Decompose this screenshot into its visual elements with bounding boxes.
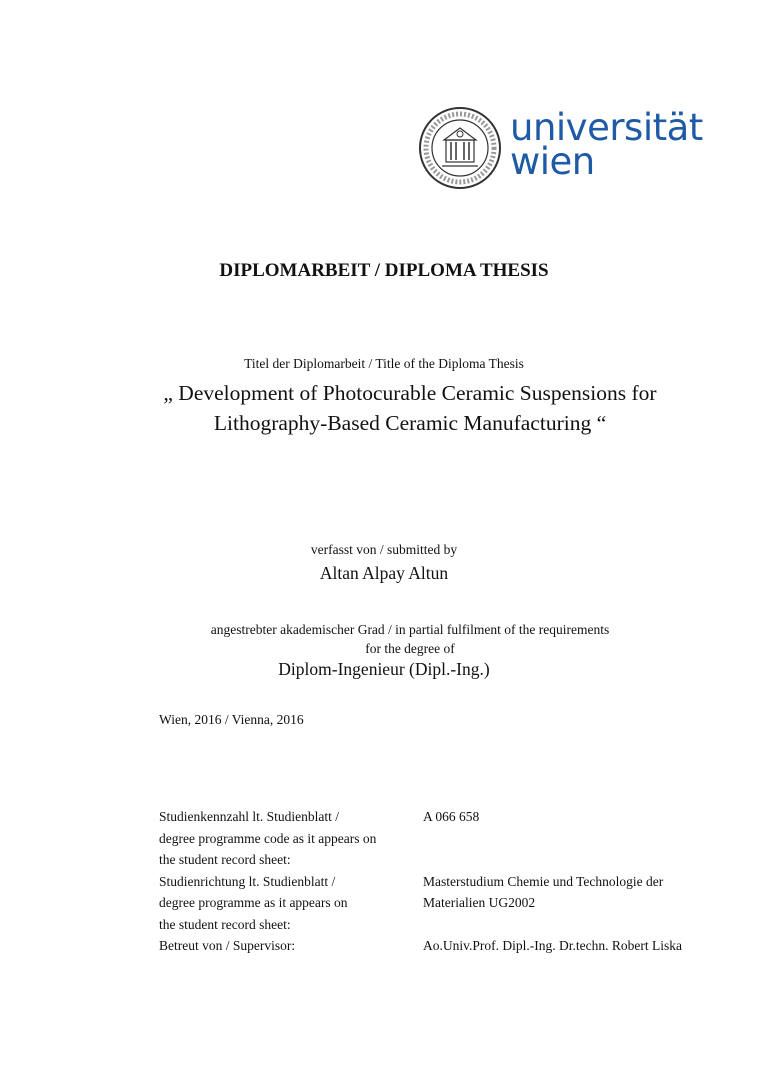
thesis-title-line-1: „ Development of Photocurable Ceramic Suspensions for	[163, 381, 657, 405]
thesis-title	[140, 378, 680, 438]
info-row-code	[159, 806, 733, 871]
degree-label-line-1: angestrebter akademischer Grad / in partial fulfilment of the requirements	[210, 622, 610, 637]
supervisor-label: Betreut von / Supervisor:	[159, 938, 296, 953]
programme-label-line-1: Studienrichtung lt. Studienblatt /	[159, 873, 336, 889]
code-label-line-2: degree programme code as it appears on	[159, 830, 377, 846]
info-row-programme	[159, 871, 733, 936]
code-value: A 066 658	[423, 809, 480, 824]
programme-info-table	[159, 806, 733, 957]
degree-name: Diplom-Ingenieur (Dipl.-Ing.)	[278, 659, 490, 679]
logo-word-wien: wien	[510, 140, 595, 183]
code-label-line-3: the student record sheet:	[159, 852, 291, 867]
document-type-heading: DIPLOMARBEIT / DIPLOMA THESIS	[219, 260, 549, 281]
logo-word-universitaet: universität	[510, 106, 703, 149]
programme-value-line-2: Materialien UG2002	[423, 895, 536, 910]
submitted-by-label: verfasst von / submitted by	[310, 542, 458, 557]
university-logo	[418, 106, 708, 190]
programme-label-line-2: degree programme as it appears on	[159, 895, 348, 910]
degree-label-line-2: for the degree of	[365, 641, 455, 656]
code-label-line-1: Studienkennzahl lt. Studienblatt /	[159, 809, 339, 824]
thesis-title-line-2: Lithography-Based Ceramic Manufacturing “	[213, 411, 607, 435]
place-and-date: Wien, 2016 / Vienna, 2016	[159, 712, 304, 727]
title-label: Titel der Diplomarbeit / Title of the Diploma Thesis	[244, 356, 524, 371]
info-row-supervisor	[159, 935, 733, 957]
programme-value-line-1: Masterstudium Chemie und Technologie der	[423, 873, 664, 889]
supervisor-value: Ao.Univ.Prof. Dipl.-Ing. Dr.techn. Robert Liska	[423, 938, 682, 953]
author-name: Altan Alpay Altun	[319, 563, 449, 583]
degree-label	[130, 620, 690, 658]
university-seal-icon	[418, 106, 502, 190]
programme-label-line-3: the student record sheet:	[159, 916, 291, 932]
